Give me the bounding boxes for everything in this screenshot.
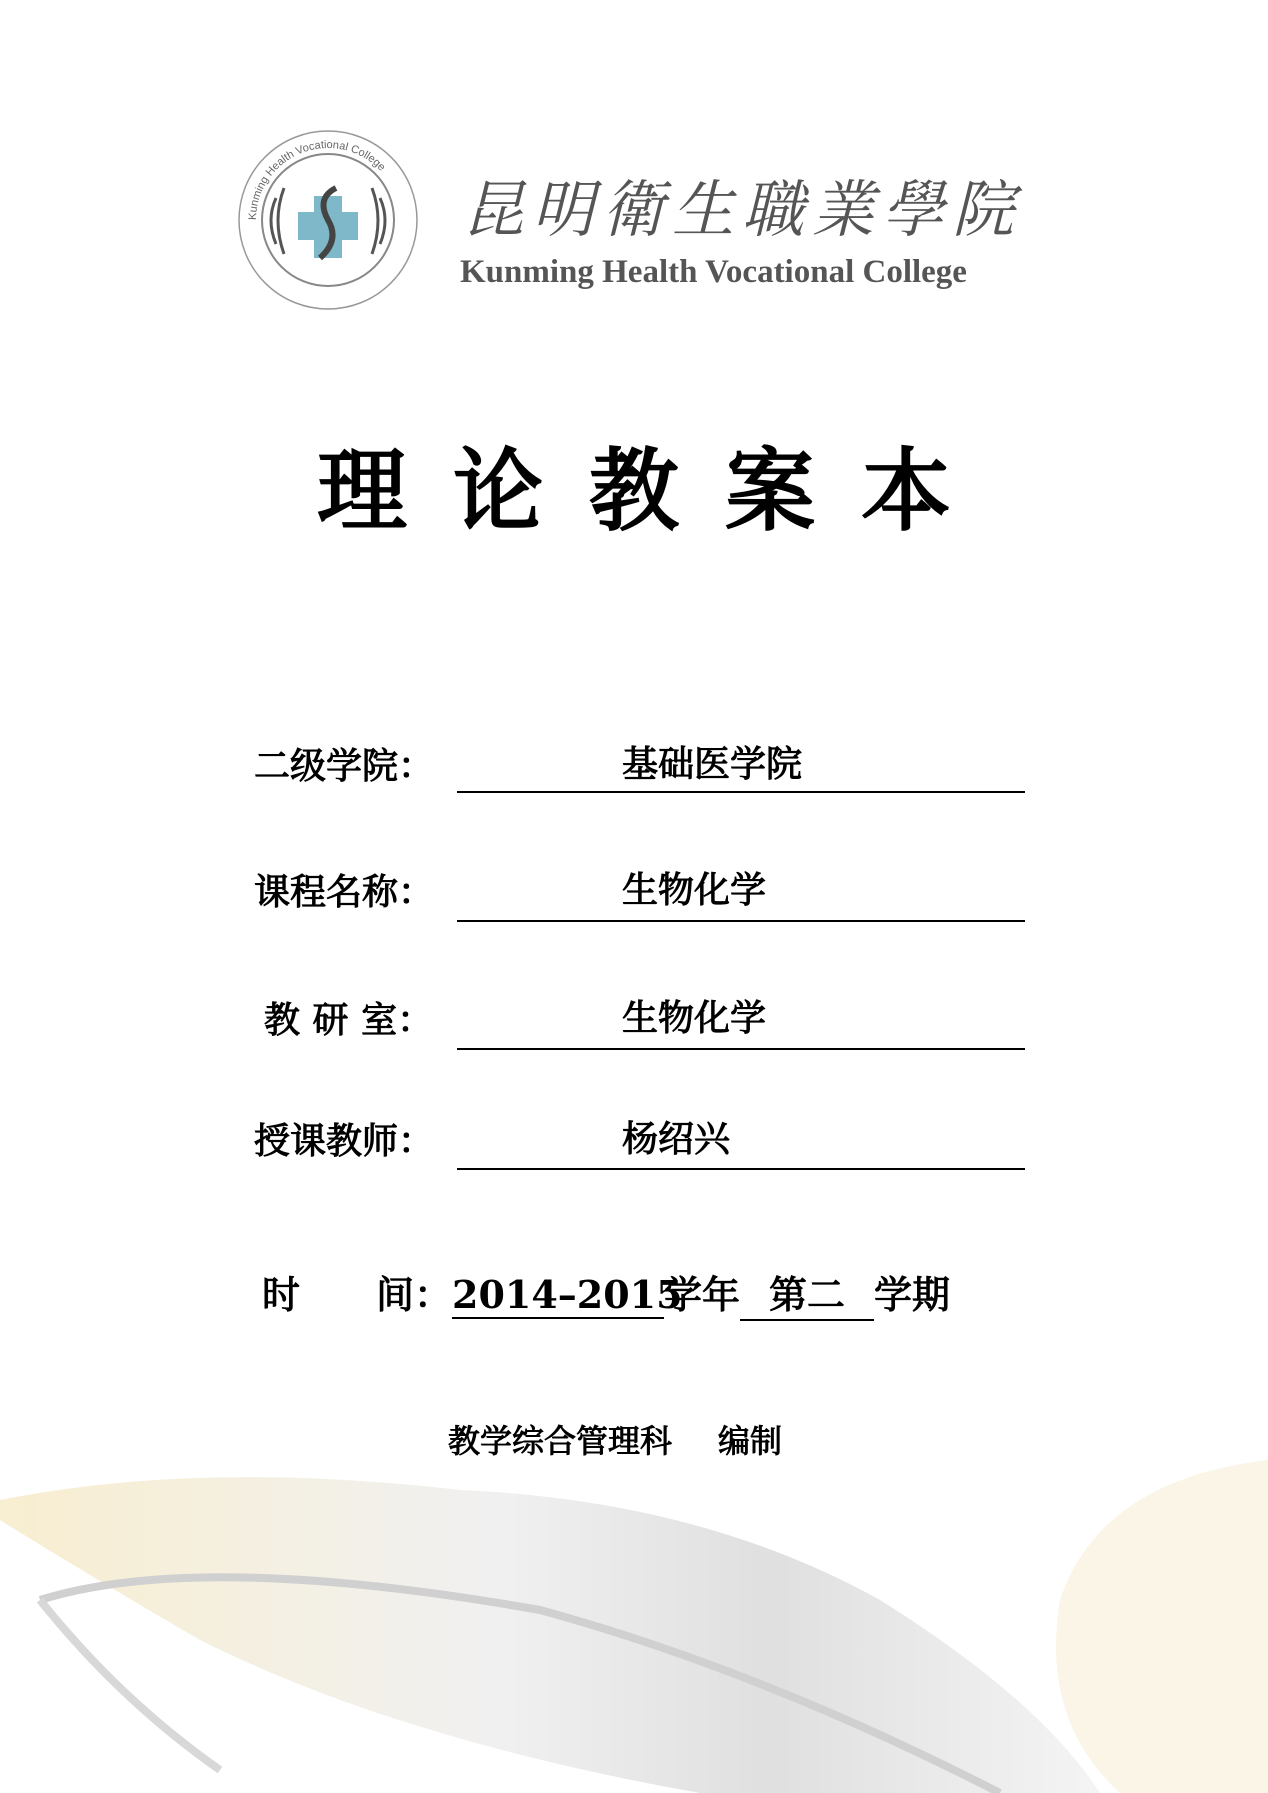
field-value-office: 生物化学 xyxy=(622,997,767,1039)
term-suffix: 学期 xyxy=(874,1272,951,1317)
college-seal-logo xyxy=(236,128,420,312)
academic-year: 2014–2015 xyxy=(452,1272,683,1317)
college-name-english: Kunming Health Vocational College xyxy=(460,254,967,290)
field-label-course: 课程名称： xyxy=(254,871,435,913)
footer-action: 编制 xyxy=(718,1422,783,1460)
field-value-college: 基础医学院 xyxy=(622,743,803,785)
year-suffix: 学年 xyxy=(664,1272,741,1317)
time-label: 时 间： xyxy=(262,1272,453,1317)
field-value-course: 生物化学 xyxy=(622,869,767,911)
time-row xyxy=(262,1264,950,1321)
field-underline xyxy=(457,920,1025,922)
leaf-watermark-decoration xyxy=(0,1440,1268,1793)
field-underline xyxy=(457,791,1025,793)
term: 第二 xyxy=(740,1264,874,1321)
svg-text:Kunming Health Vocational Coll: Kunming Health Vocational College xyxy=(246,138,388,221)
field-value-teacher: 杨绍兴 xyxy=(622,1118,731,1160)
field-label-college: 二级学院： xyxy=(254,745,435,787)
field-label-teacher: 授课教师： xyxy=(254,1120,435,1162)
footer-dept: 教学综合管理科 xyxy=(448,1422,673,1460)
page-title: 理论教案本 xyxy=(317,438,997,544)
college-name-calligraphy: 昆明衛生職業學院 xyxy=(462,173,1023,246)
field-label-office: 教 研 室： xyxy=(264,999,434,1041)
field-underline xyxy=(457,1048,1025,1050)
field-underline xyxy=(457,1168,1025,1170)
